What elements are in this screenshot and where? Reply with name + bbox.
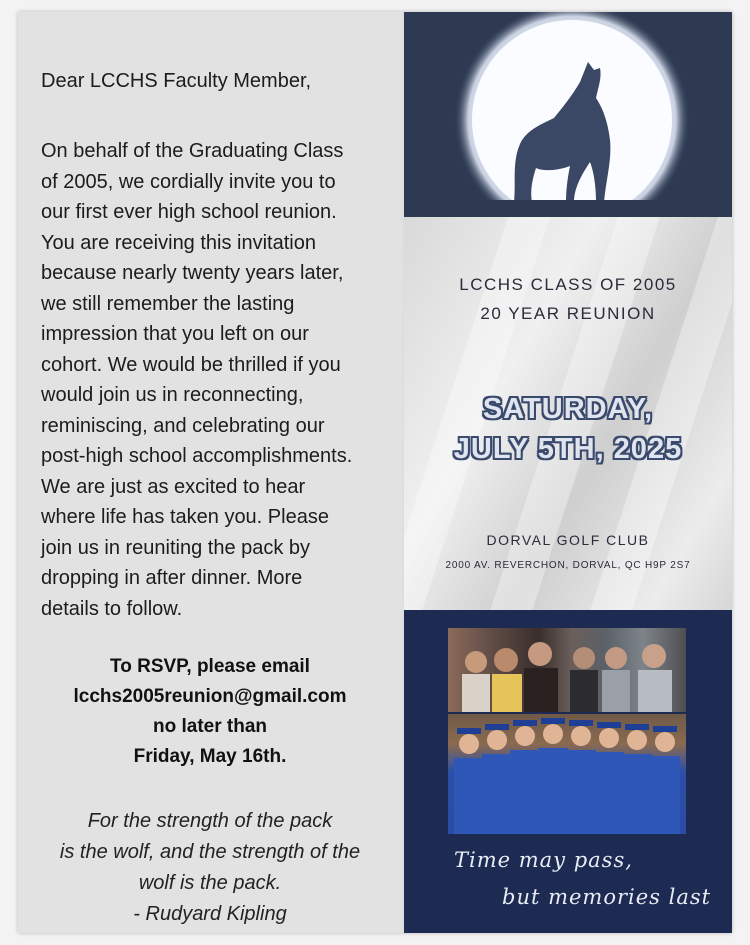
greeting: Dear LCCHS Faculty Member, — [41, 70, 312, 92]
reunion-title: 20 YEAR REUNION — [480, 304, 656, 323]
photos-panel — [404, 610, 732, 933]
letter-line: cohort. We would be thrilled if you — [41, 353, 341, 376]
event-date: JULY 5TH, 2025 — [453, 433, 683, 465]
rsvp-instruction: To RSVP, please email — [110, 656, 310, 677]
class-title: LCCHS CLASS OF 2005 — [459, 275, 677, 294]
venue-address: 2000 AV. REVERCHON, DORVAL, QC H9P 2S7 — [445, 560, 691, 571]
letter-line: would join us in reconnecting, — [41, 384, 304, 406]
group-photo-friends — [448, 628, 686, 712]
tagline-line1: Time may pass, — [454, 848, 633, 872]
letter-body — [41, 136, 391, 624]
quote-line: wolf is the pack. — [138, 872, 282, 894]
poster-column — [404, 12, 732, 933]
quote-attribution: - Rudyard Kipling — [133, 903, 287, 925]
howling-wolf-moon-icon — [404, 12, 732, 217]
graduation-photo — [448, 714, 686, 834]
rsvp-block — [18, 652, 402, 772]
letter-line: details to follow. — [41, 597, 183, 620]
letter-line: impression that you left on our — [41, 323, 309, 345]
letter-line: of 2005, we cordially invite you to — [41, 170, 336, 193]
moon-panel — [404, 12, 732, 217]
letter-line: where life has taken you. Please — [41, 506, 329, 528]
letter-line: You are receiving this invitation — [41, 231, 316, 254]
invitation-card — [18, 12, 732, 933]
letter-line: On behalf of the Graduating Class — [41, 140, 344, 162]
letter-line: join us in reuniting the pack by — [41, 536, 311, 559]
rsvp-deadline-label: no later than — [152, 716, 267, 737]
quote-line: For the strength of the pack — [87, 810, 333, 832]
quote-line: is the wolf, and the strength of the — [59, 841, 361, 863]
letter-line: we still remember the lasting — [41, 292, 295, 315]
letter-line: reminiscing, and celebrating our — [41, 414, 325, 437]
event-info-panel — [404, 217, 732, 610]
rsvp-deadline: Friday, May 16th. — [133, 746, 287, 767]
letter-line: because nearly twenty years later, — [41, 262, 344, 284]
tagline-line2: but memories last — [502, 885, 712, 909]
letter-line: dropping in after dinner. More — [41, 567, 303, 589]
rsvp-email: lcchs2005reunion@gmail.com — [73, 686, 347, 707]
kipling-quote — [18, 806, 402, 930]
letter-panel — [18, 12, 402, 933]
venue-name: DORVAL GOLF CLUB — [486, 532, 650, 548]
letter-line: post-high school accomplishments. — [41, 445, 353, 467]
event-day: SATURDAY, — [482, 393, 654, 425]
letter-line: our first ever high school reunion. — [41, 201, 337, 223]
letter-line: We are just as excited to hear — [41, 475, 306, 498]
